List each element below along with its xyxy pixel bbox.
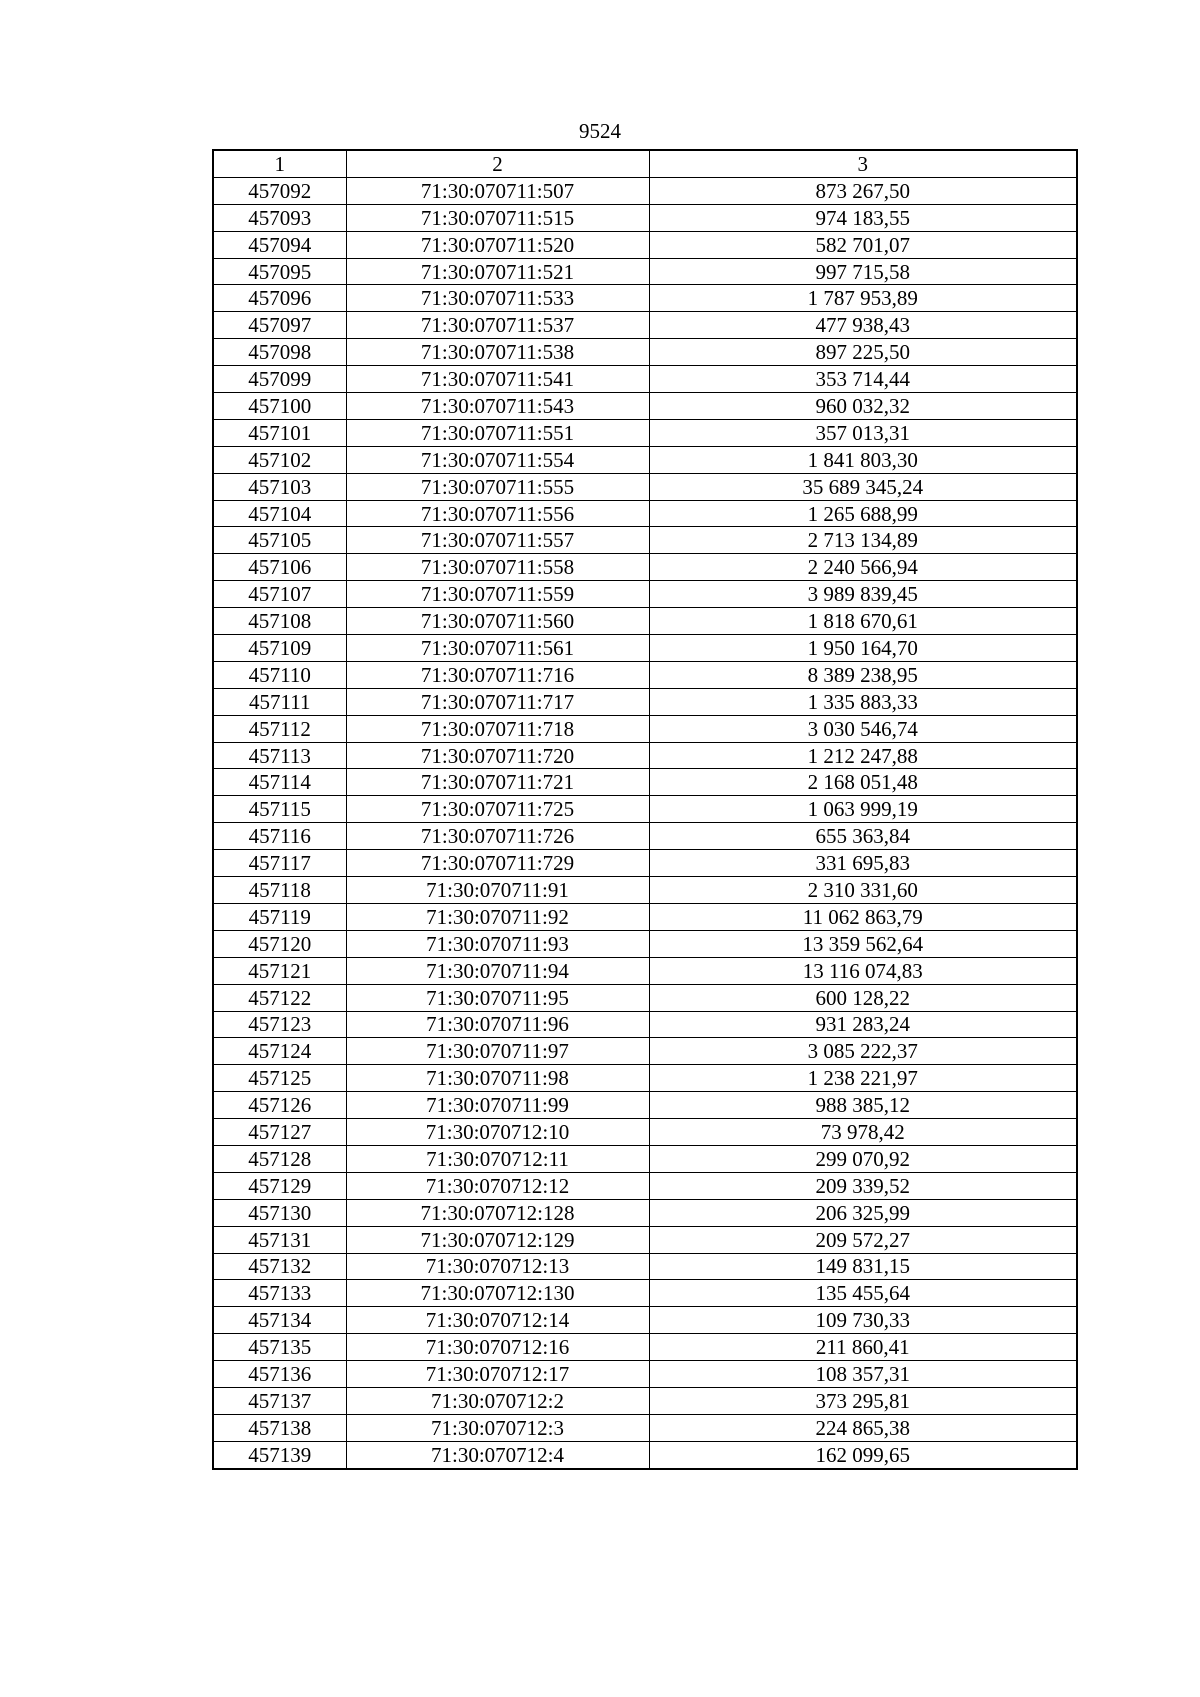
row-number-cell: 457129 [213, 1172, 346, 1199]
cadastral-value-cell: 149 831,15 [649, 1253, 1077, 1280]
cadastral-number-cell: 71:30:070711:91 [346, 877, 649, 904]
cadastral-number-cell: 71:30:070711:537 [346, 312, 649, 339]
cadastral-value-cell: 655 363,84 [649, 823, 1077, 850]
row-number-cell: 457103 [213, 473, 346, 500]
table-row [213, 581, 1077, 608]
cadastral-number-cell: 71:30:070711:557 [346, 527, 649, 554]
row-number-cell: 457109 [213, 635, 346, 662]
row-number-cell: 457119 [213, 903, 346, 930]
cadastral-value-cell: 1 787 953,89 [649, 285, 1077, 312]
row-number-cell: 457136 [213, 1361, 346, 1388]
table-row [213, 527, 1077, 554]
cadastral-number-cell: 71:30:070711:94 [346, 957, 649, 984]
cadastral-number-cell: 71:30:070711:507 [346, 177, 649, 204]
row-number-cell: 457128 [213, 1145, 346, 1172]
table-row [213, 419, 1077, 446]
table-row [213, 1307, 1077, 1334]
table-row [213, 635, 1077, 662]
cadastral-value-cell: 3 030 546,74 [649, 715, 1077, 742]
row-number-cell: 457118 [213, 877, 346, 904]
cadastral-number-cell: 71:30:070712:4 [346, 1441, 649, 1468]
cadastral-value-cell: 1 841 803,30 [649, 446, 1077, 473]
cadastral-value-cell: 582 701,07 [649, 231, 1077, 258]
cadastral-number-cell: 71:30:070711:98 [346, 1065, 649, 1092]
cadastral-value-cell: 960 032,32 [649, 393, 1077, 420]
row-number-cell: 457111 [213, 688, 346, 715]
cadastral-value-cell: 162 099,65 [649, 1441, 1077, 1468]
cadastral-number-cell: 71:30:070711:97 [346, 1038, 649, 1065]
row-number-cell: 457139 [213, 1441, 346, 1468]
cadastral-number-cell: 71:30:070712:16 [346, 1334, 649, 1361]
row-number-cell: 457133 [213, 1280, 346, 1307]
row-number-cell: 457095 [213, 258, 346, 285]
cadastral-value-cell: 2 168 051,48 [649, 769, 1077, 796]
table-row [213, 1092, 1077, 1119]
table-row [213, 1038, 1077, 1065]
cadastral-number-cell: 71:30:070711:521 [346, 258, 649, 285]
row-number-cell: 457125 [213, 1065, 346, 1092]
header-cell-col-3: 3 [649, 150, 1077, 177]
cadastral-number-cell: 71:30:070711:95 [346, 984, 649, 1011]
row-number-cell: 457092 [213, 177, 346, 204]
cadastral-number-cell: 71:30:070711:720 [346, 742, 649, 769]
table-row [213, 1145, 1077, 1172]
row-number-cell: 457121 [213, 957, 346, 984]
cadastral-number-cell: 71:30:070712:2 [346, 1387, 649, 1414]
row-number-cell: 457104 [213, 500, 346, 527]
cadastral-value-cell: 897 225,50 [649, 339, 1077, 366]
table-row [213, 742, 1077, 769]
row-number-cell: 457093 [213, 204, 346, 231]
cadastral-value-cell: 1 063 999,19 [649, 796, 1077, 823]
table-row [213, 554, 1077, 581]
row-number-cell: 457097 [213, 312, 346, 339]
cadastral-value-cell: 73 978,42 [649, 1119, 1077, 1146]
table-header-row [213, 150, 1077, 177]
cadastral-number-cell: 71:30:070711:541 [346, 366, 649, 393]
row-number-cell: 457132 [213, 1253, 346, 1280]
row-number-cell: 457138 [213, 1414, 346, 1441]
cadastral-number-cell: 71:30:070711:560 [346, 608, 649, 635]
table-row [213, 877, 1077, 904]
table-body [213, 150, 1077, 1469]
cadastral-value-cell: 1 238 221,97 [649, 1065, 1077, 1092]
cadastral-value-cell: 211 860,41 [649, 1334, 1077, 1361]
cadastral-value-cell: 206 325,99 [649, 1199, 1077, 1226]
cadastral-value-cell: 109 730,33 [649, 1307, 1077, 1334]
row-number-cell: 457137 [213, 1387, 346, 1414]
table-row [213, 473, 1077, 500]
cadastral-number-cell: 71:30:070711:533 [346, 285, 649, 312]
table-row [213, 930, 1077, 957]
cadastral-value-cell: 108 357,31 [649, 1361, 1077, 1388]
cadastral-number-cell: 71:30:070711:520 [346, 231, 649, 258]
cadastral-number-cell: 71:30:070712:13 [346, 1253, 649, 1280]
table-row [213, 661, 1077, 688]
cadastral-value-cell: 600 128,22 [649, 984, 1077, 1011]
row-number-cell: 457127 [213, 1119, 346, 1146]
row-number-cell: 457113 [213, 742, 346, 769]
cadastral-number-cell: 71:30:070711:716 [346, 661, 649, 688]
table-row [213, 1065, 1077, 1092]
cadastral-value-cell: 135 455,64 [649, 1280, 1077, 1307]
cadastral-number-cell: 71:30:070711:718 [346, 715, 649, 742]
table-row [213, 1387, 1077, 1414]
cadastral-number-cell: 71:30:070711:725 [346, 796, 649, 823]
row-number-cell: 457117 [213, 850, 346, 877]
table-row [213, 500, 1077, 527]
cadastral-value-cell: 997 715,58 [649, 258, 1077, 285]
table-row [213, 1361, 1077, 1388]
cadastral-number-cell: 71:30:070711:561 [346, 635, 649, 662]
cadastral-value-cell: 1 335 883,33 [649, 688, 1077, 715]
row-number-cell: 457123 [213, 1011, 346, 1038]
row-number-cell: 457101 [213, 419, 346, 446]
row-number-cell: 457102 [213, 446, 346, 473]
cadastral-value-cell: 357 013,31 [649, 419, 1077, 446]
table-row [213, 688, 1077, 715]
table-row [213, 796, 1077, 823]
cadastral-value-cell: 35 689 345,24 [649, 473, 1077, 500]
cadastral-value-cell: 8 389 238,95 [649, 661, 1077, 688]
table-row [213, 1226, 1077, 1253]
row-number-cell: 457120 [213, 930, 346, 957]
row-number-cell: 457112 [213, 715, 346, 742]
cadastral-number-cell: 71:30:070711:726 [346, 823, 649, 850]
table-row [213, 258, 1077, 285]
row-number-cell: 457131 [213, 1226, 346, 1253]
row-number-cell: 457105 [213, 527, 346, 554]
row-number-cell: 457106 [213, 554, 346, 581]
cadastral-number-cell: 71:30:070711:99 [346, 1092, 649, 1119]
table-row [213, 1280, 1077, 1307]
page-number: 9524 [579, 119, 621, 143]
row-number-cell: 457100 [213, 393, 346, 420]
cadastral-number-cell: 71:30:070711:93 [346, 930, 649, 957]
table-row [213, 312, 1077, 339]
cadastral-value-cell: 931 283,24 [649, 1011, 1077, 1038]
cadastral-value-cell: 299 070,92 [649, 1145, 1077, 1172]
table-row [213, 366, 1077, 393]
cadastral-value-cell: 1 212 247,88 [649, 742, 1077, 769]
cadastral-number-cell: 71:30:070711:559 [346, 581, 649, 608]
cadastral-number-cell: 71:30:070712:128 [346, 1199, 649, 1226]
cadastral-value-cell: 2 310 331,60 [649, 877, 1077, 904]
cadastral-number-cell: 71:30:070712:17 [346, 1361, 649, 1388]
table-row [213, 769, 1077, 796]
cadastral-value-cell: 224 865,38 [649, 1414, 1077, 1441]
table-row [213, 177, 1077, 204]
row-number-cell: 457134 [213, 1307, 346, 1334]
table-row [213, 715, 1077, 742]
row-number-cell: 457110 [213, 661, 346, 688]
cadastral-number-cell: 71:30:070712:10 [346, 1119, 649, 1146]
row-number-cell: 457094 [213, 231, 346, 258]
cadastral-value-cell: 353 714,44 [649, 366, 1077, 393]
table-row [213, 1199, 1077, 1226]
cadastral-value-cell: 2 240 566,94 [649, 554, 1077, 581]
cadastral-value-cell: 1 950 164,70 [649, 635, 1077, 662]
table-row [213, 1253, 1077, 1280]
row-number-cell: 457107 [213, 581, 346, 608]
cadastral-number-cell: 71:30:070712:12 [346, 1172, 649, 1199]
cadastral-value-cell: 373 295,81 [649, 1387, 1077, 1414]
cadastral-value-cell: 209 339,52 [649, 1172, 1077, 1199]
cadastral-value-cell: 13 359 562,64 [649, 930, 1077, 957]
table-row [213, 903, 1077, 930]
row-number-cell: 457122 [213, 984, 346, 1011]
row-number-cell: 457135 [213, 1334, 346, 1361]
table-row [213, 1172, 1077, 1199]
row-number-cell: 457114 [213, 769, 346, 796]
row-number-cell: 457108 [213, 608, 346, 635]
cadastral-number-cell: 71:30:070712:14 [346, 1307, 649, 1334]
cadastral-number-cell: 71:30:070712:11 [346, 1145, 649, 1172]
table-row [213, 1441, 1077, 1468]
cadastral-number-cell: 71:30:070711:729 [346, 850, 649, 877]
cadastral-number-cell: 71:30:070711:721 [346, 769, 649, 796]
cadastral-value-cell: 1 265 688,99 [649, 500, 1077, 527]
table-row [213, 608, 1077, 635]
cadastral-value-cell: 3 085 222,37 [649, 1038, 1077, 1065]
cadastral-number-cell: 71:30:070711:538 [346, 339, 649, 366]
row-number-cell: 457115 [213, 796, 346, 823]
table-row [213, 285, 1077, 312]
table-row [213, 1414, 1077, 1441]
cadastral-value-cell: 13 116 074,83 [649, 957, 1077, 984]
table-row [213, 393, 1077, 420]
cadastral-number-cell: 71:30:070712:130 [346, 1280, 649, 1307]
table-row [213, 446, 1077, 473]
cadastral-number-cell: 71:30:070711:92 [346, 903, 649, 930]
cadastral-number-cell: 71:30:070711:96 [346, 1011, 649, 1038]
table-row [213, 1119, 1077, 1146]
cadastral-value-cell: 3 989 839,45 [649, 581, 1077, 608]
cadastral-value-cell: 873 267,50 [649, 177, 1077, 204]
row-number-cell: 457124 [213, 1038, 346, 1065]
cadastral-value-table [212, 149, 1078, 1470]
cadastral-value-cell: 988 385,12 [649, 1092, 1077, 1119]
row-number-cell: 457116 [213, 823, 346, 850]
cadastral-value-cell: 1 818 670,61 [649, 608, 1077, 635]
cadastral-number-cell: 71:30:070711:554 [346, 446, 649, 473]
cadastral-number-cell: 71:30:070712:3 [346, 1414, 649, 1441]
cadastral-value-cell: 11 062 863,79 [649, 903, 1077, 930]
row-number-cell: 457099 [213, 366, 346, 393]
table-row [213, 1334, 1077, 1361]
cadastral-number-cell: 71:30:070711:555 [346, 473, 649, 500]
table-row [213, 339, 1077, 366]
table-row [213, 957, 1077, 984]
cadastral-number-cell: 71:30:070712:129 [346, 1226, 649, 1253]
row-number-cell: 457096 [213, 285, 346, 312]
cadastral-number-cell: 71:30:070711:558 [346, 554, 649, 581]
cadastral-value-cell: 974 183,55 [649, 204, 1077, 231]
table-row [213, 823, 1077, 850]
cadastral-value-cell: 477 938,43 [649, 312, 1077, 339]
table-row [213, 984, 1077, 1011]
cadastral-number-cell: 71:30:070711:551 [346, 419, 649, 446]
row-number-cell: 457098 [213, 339, 346, 366]
cadastral-value-cell: 2 713 134,89 [649, 527, 1077, 554]
cadastral-value-cell: 209 572,27 [649, 1226, 1077, 1253]
cadastral-number-cell: 71:30:070711:515 [346, 204, 649, 231]
cadastral-number-cell: 71:30:070711:556 [346, 500, 649, 527]
table-row [213, 204, 1077, 231]
cadastral-number-cell: 71:30:070711:717 [346, 688, 649, 715]
row-number-cell: 457130 [213, 1199, 346, 1226]
header-cell-col-1: 1 [213, 150, 346, 177]
row-number-cell: 457126 [213, 1092, 346, 1119]
table-row [213, 850, 1077, 877]
header-cell-col-2: 2 [346, 150, 649, 177]
table-row [213, 1011, 1077, 1038]
cadastral-number-cell: 71:30:070711:543 [346, 393, 649, 420]
table-row [213, 231, 1077, 258]
cadastral-value-cell: 331 695,83 [649, 850, 1077, 877]
